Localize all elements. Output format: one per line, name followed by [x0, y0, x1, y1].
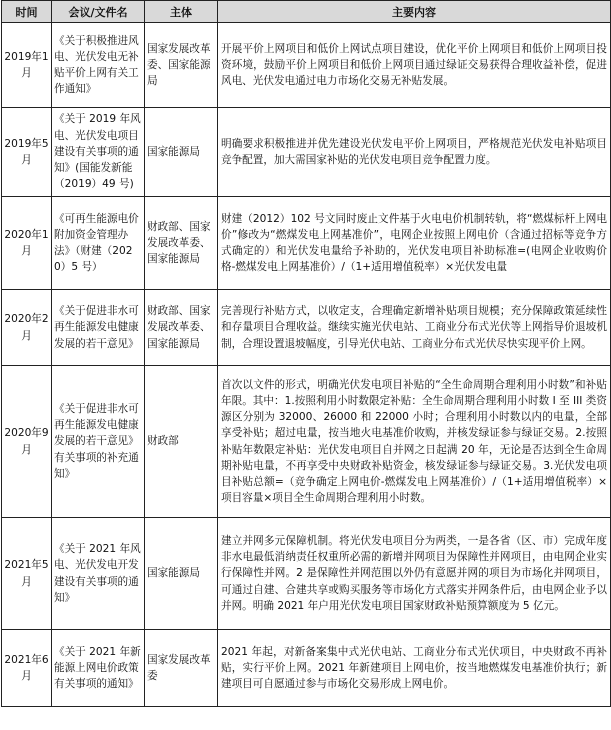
row-time: 2019年1月	[2, 23, 52, 108]
row-issuer: 国家能源局	[145, 518, 218, 630]
row-time: 2021年5月	[2, 518, 52, 630]
row-time: 2019年5月	[2, 108, 52, 197]
policy-table	[1, 0, 611, 707]
row-issuer: 财政部、国家发展改革委、国家能源局	[145, 290, 218, 366]
row-content: 明确要求积极推进并优先建设光伏发电平价上网项目，严格规范光伏发电补贴项目竞争配置，加大需国家补贴的光伏发电项目竞争配置力度。	[218, 108, 611, 197]
table-row	[2, 366, 611, 518]
row-time: 2020年1月	[2, 197, 52, 290]
row-document: 《关于积极推进风电、光伏发电无补贴平价上网有关工作通知》	[52, 23, 145, 108]
table-row	[2, 197, 611, 290]
row-document: 《可再生能源电价附加资金管理办法》（财建（2020）5 号）	[52, 197, 145, 290]
row-issuer: 国家发展改革委	[145, 630, 218, 707]
row-content: 完善现行补贴方式，以收定支，合理确定新增补贴项目规模；充分保障政策延续性和存量项目合理收益。继续实施光伏电站、工商业分布式光伏等上网指导价退坡机制，合理设置退坡幅度，引导光伏电站、工商业分布式光伏尽快实现平价上网。	[218, 290, 611, 366]
header-time: 时间	[2, 1, 52, 23]
row-document: 《关于 2021 年新能源上网电价政策有关事项的通知》	[52, 630, 145, 707]
row-issuer: 财政部、国家发展改革委、国家能源局	[145, 197, 218, 290]
row-document: 《关于促进非水可再生能源发电健康发展的若干意见》	[52, 290, 145, 366]
row-issuer: 国家发展改革委、国家能源局	[145, 23, 218, 108]
header-row	[2, 1, 611, 23]
row-issuer: 国家能源局	[145, 108, 218, 197]
row-time: 2021年6月	[2, 630, 52, 707]
table-row	[2, 108, 611, 197]
row-issuer: 财政部	[145, 366, 218, 518]
header-issuer: 主体	[145, 1, 218, 23]
row-content: 建立并网多元保障机制。将光伏发电项目分为两类，一是各省（区、市）完成年度非水电最低消纳责任权重所必需的新增并网项目为保障性并网项目，由电网企业实行保障性并网。2 是保障性并网范围以外仍有意愿并网的项目为市场化并网项目，可通过自建、合建共享或购买服务等市场化方式落实并网条件后，由电网企业予以并网。明确 2021 年户用光伏发电项目国家财政补贴预算额度为 5 亿元。	[218, 518, 611, 630]
row-document: 《关于 2021 年风电、光伏发电开发建设有关事项的通知》	[52, 518, 145, 630]
table-row	[2, 23, 611, 108]
table-row	[2, 630, 611, 707]
row-content: 2021 年起，对新备案集中式光伏电站、工商业分布式光伏项目，中央财政不再补贴，实行平价上网。2021 年新建项目上网电价，按当地燃煤发电基准价执行；新建项目可自愿通过参与市场化交易形成上网电价。	[218, 630, 611, 707]
row-time: 2020年2月	[2, 290, 52, 366]
header-document: 会议/文件名	[52, 1, 145, 23]
row-document: 《关于 2019 年风电、光伏发电项目建设有关事项的通知》(国能发新能（2019）49 号)	[52, 108, 145, 197]
row-content: 首次以文件的形式，明确光伏发电项目补贴的“全生命周期合理利用小时数”和补贴年限。其中：1.按照利用小时数限定补贴：全生命周期合理利用小时数 I 至 III 类资源区分别为 32000、26000 和 22000 小时；合理利用小时数以内的电量，全部享受补贴；超过电量，按当地火电基准价收购，并核发绿证参与绿证交易。2.按照补贴年数限定补贴：光伏发电项目自并网之日起满 20 年，无论是否达到全生命周期补贴电量，不再享受中央财政补贴资金，核发绿证参与绿证交易。3.光伏发电项目补贴总额=（竞争确定上网电价-燃煤发电上网基准价）/（1+适用增值税率）×项目容量×项目全生命周期合理利用小时数。	[218, 366, 611, 518]
row-content: 财建（2012）102 号文同时废止文件基于火电电价机制转轨，将“燃煤标杆上网电价”修改为“燃煤发电上网基准价”，电网企业按照上网电价（含通过招标等竞争方式确定的）和光伏发电量给予补助的，光伏发电项目补助标准=(电网企业收购价格-燃煤发电上网基准价）/（1+适用增值税率）×光伏发电量	[218, 197, 611, 290]
row-content: 开展平价上网项目和低价上网试点项目建设，优化平价上网项目和低价上网项目投资环境，鼓励平价上网项目和低价上网项目通过绿证交易获得合理收益补偿，促进风电、光伏发电通过电力市场化交易无补贴发展。	[218, 23, 611, 108]
table-row	[2, 290, 611, 366]
row-document: 《关于促进非水可再生能源发电健康发展的若干意见》有关事项的补充通知》	[52, 366, 145, 518]
row-time: 2020年9月	[2, 366, 52, 518]
table-row	[2, 518, 611, 630]
header-content: 主要内容	[218, 1, 611, 23]
